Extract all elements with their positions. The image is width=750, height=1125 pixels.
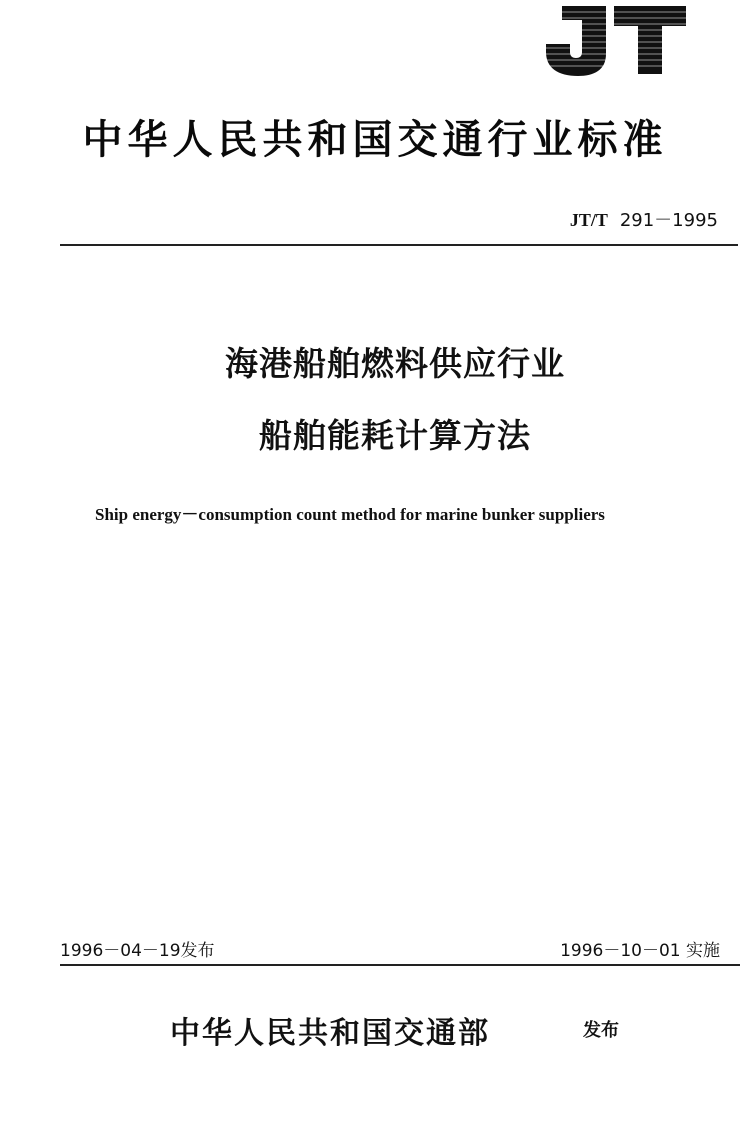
standard-year: 291－1995 (619, 210, 718, 231)
effective-date: 1996－10－01 实施 (560, 941, 720, 961)
document-title-english: Ship energy－consumption count method for marine bunker suppliers (95, 505, 605, 524)
jt-logo (540, 4, 690, 76)
document-title-line1: 海港船舶燃料供应行业 (225, 344, 565, 383)
header-title: 中华人民共和国交通行业标准 (82, 116, 668, 163)
standard-number (570, 206, 718, 232)
issuer-release: 发布 (583, 1020, 619, 1041)
bottom-divider (60, 964, 740, 966)
issuer-name: 中华人民共和国交通部 (170, 1016, 490, 1051)
standard-code: JT/T (569, 210, 608, 230)
top-divider (60, 244, 738, 246)
document-title-line2: 船舶能耗计算方法 (259, 416, 531, 455)
publish-date: 1996－04－19发布 (60, 941, 215, 961)
